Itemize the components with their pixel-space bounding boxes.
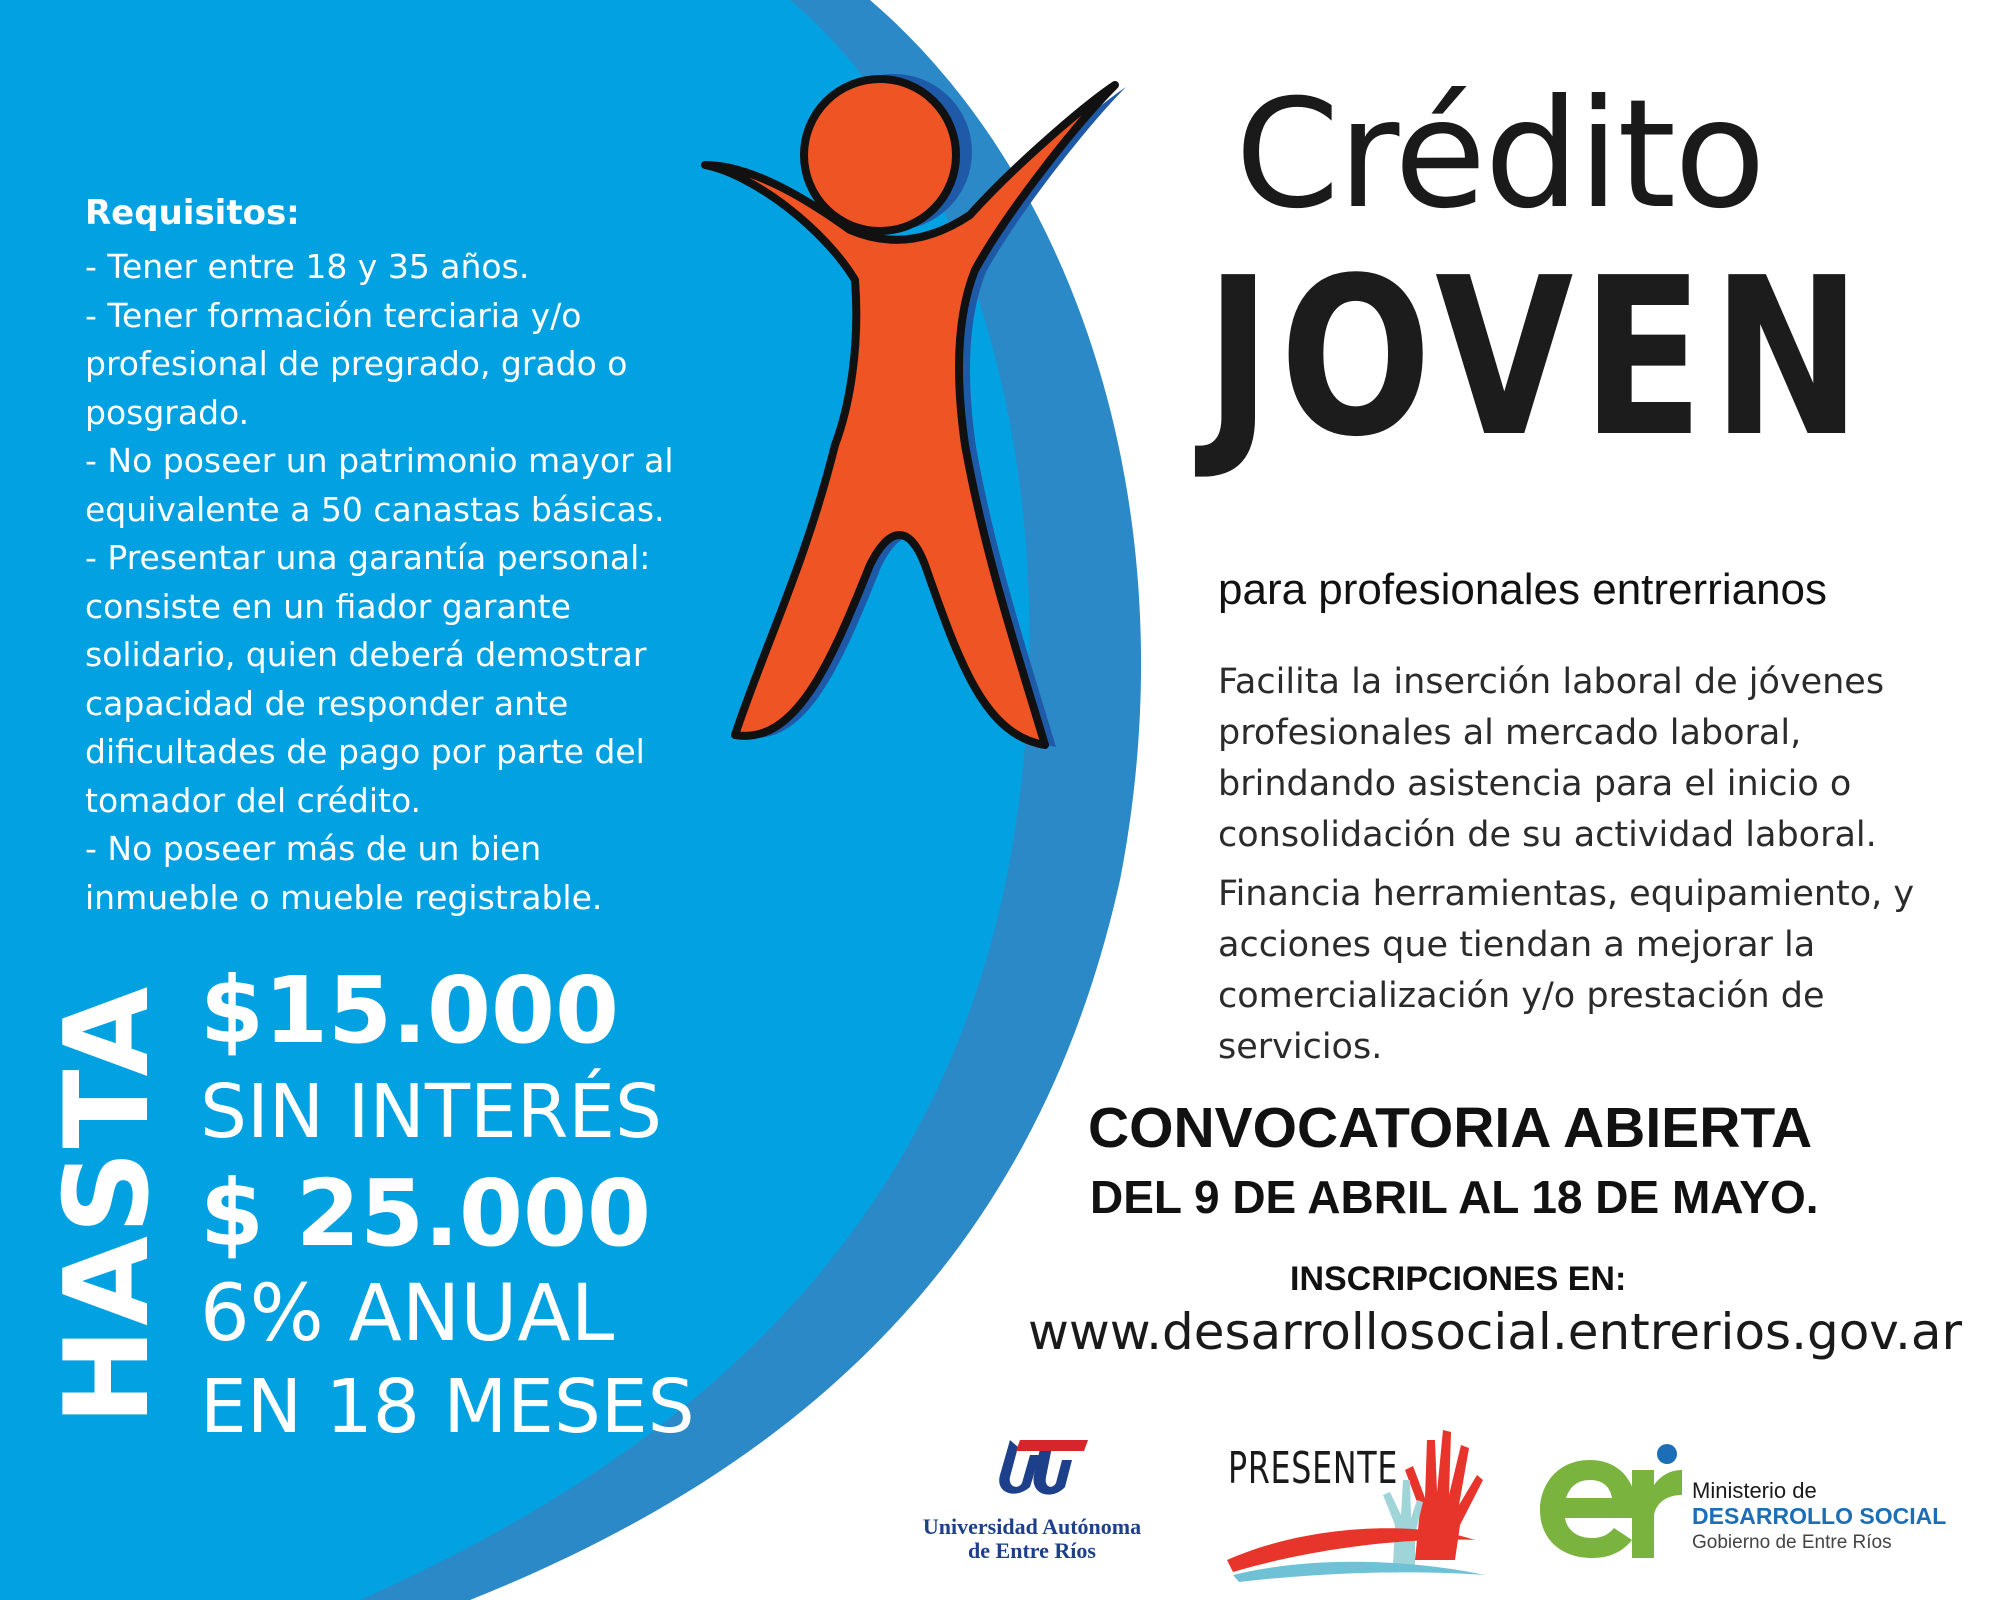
requisito-line: equivalente a 50 canastas básicas. xyxy=(85,489,665,529)
requisito-line: tomador del crédito. xyxy=(85,780,422,820)
uader-line-2: de Entre Ríos xyxy=(968,1538,1096,1563)
requisitos-list xyxy=(85,243,765,922)
amount-25000: $ 25.000 xyxy=(200,1160,652,1267)
er-ministerio-logo-icon xyxy=(1532,1440,1682,1565)
uader-logo-icon xyxy=(980,1435,1090,1510)
requisito-line: profesional de pregrado, grado o xyxy=(85,344,628,383)
requisito-line: - No poseer más de un bien xyxy=(85,829,542,868)
requisitos-title: Requisitos: xyxy=(85,193,300,233)
uader-logo-text xyxy=(897,1515,1167,1563)
description-paragraph-1: Facilita la inserción laboral de jóvenes profesionales al mercado laboral, brindando asistencia para el inicio o consolidación de su actividad laboral. xyxy=(1218,662,1885,855)
convocatoria-headline: CONVOCATORIA ABIERTA xyxy=(1088,1096,1813,1160)
title-joven: JOVEN xyxy=(1205,232,1870,485)
sin-interes-label: SIN INTERÉS xyxy=(200,1069,662,1155)
amount-15000: $15.000 xyxy=(200,957,620,1064)
ministerio-line-1: Ministerio de xyxy=(1692,1478,1817,1503)
presente-logo-text: PRESENTE xyxy=(1228,1443,1399,1494)
annual-rate-label: 6% ANUAL xyxy=(200,1269,615,1359)
requisito-line: dificultades de pago por parte del xyxy=(85,732,645,771)
ministerio-line-2: DESARROLLO SOCIAL xyxy=(1692,1503,1947,1529)
inscripciones-label: INSCRIPCIONES EN: xyxy=(1290,1260,1627,1298)
uader-line-1: Universidad Autónoma xyxy=(922,1514,1142,1539)
subtitle: para profesionales entrerrianos xyxy=(1218,565,1828,614)
convocatoria-dates: DEL 9 DE ABRIL AL 18 DE MAYO. xyxy=(1090,1171,1819,1223)
requisito-line: posgrado. xyxy=(85,392,250,432)
presente-hands-logo-icon xyxy=(1215,1410,1505,1585)
requisito-line: - Tener entre 18 y 35 años. xyxy=(85,247,530,286)
requisito-line: - No poseer un patrimonio mayor al xyxy=(85,441,674,480)
hasta-vertical-label: HASTA xyxy=(40,984,175,1425)
requisito-line: consiste en un fiador garante xyxy=(85,586,571,626)
requisito-line: solidario, quien deberá demostrar xyxy=(85,635,647,674)
requisito-line: capacidad de responder ante xyxy=(85,683,569,723)
requisito-line: inmueble o mueble registrable. xyxy=(85,877,603,917)
title-credito: Crédito xyxy=(1235,68,1764,242)
term-months-label: EN 18 MESES xyxy=(200,1364,695,1450)
description-paragraph-2: Financia herramientas, equipamiento, y acciones que tiendan a mejorar la comercialización y/o prestación de servicios. xyxy=(1218,874,1915,1067)
website-url: www.desarrollosocial.entrerios.gov.ar xyxy=(1028,1303,1963,1361)
requisito-line: - Presentar una garantía personal: xyxy=(85,538,651,577)
requisito-line: - Tener formación terciaria y/o xyxy=(85,295,582,335)
ministerio-line-3: Gobierno de Entre Ríos xyxy=(1692,1532,1892,1553)
